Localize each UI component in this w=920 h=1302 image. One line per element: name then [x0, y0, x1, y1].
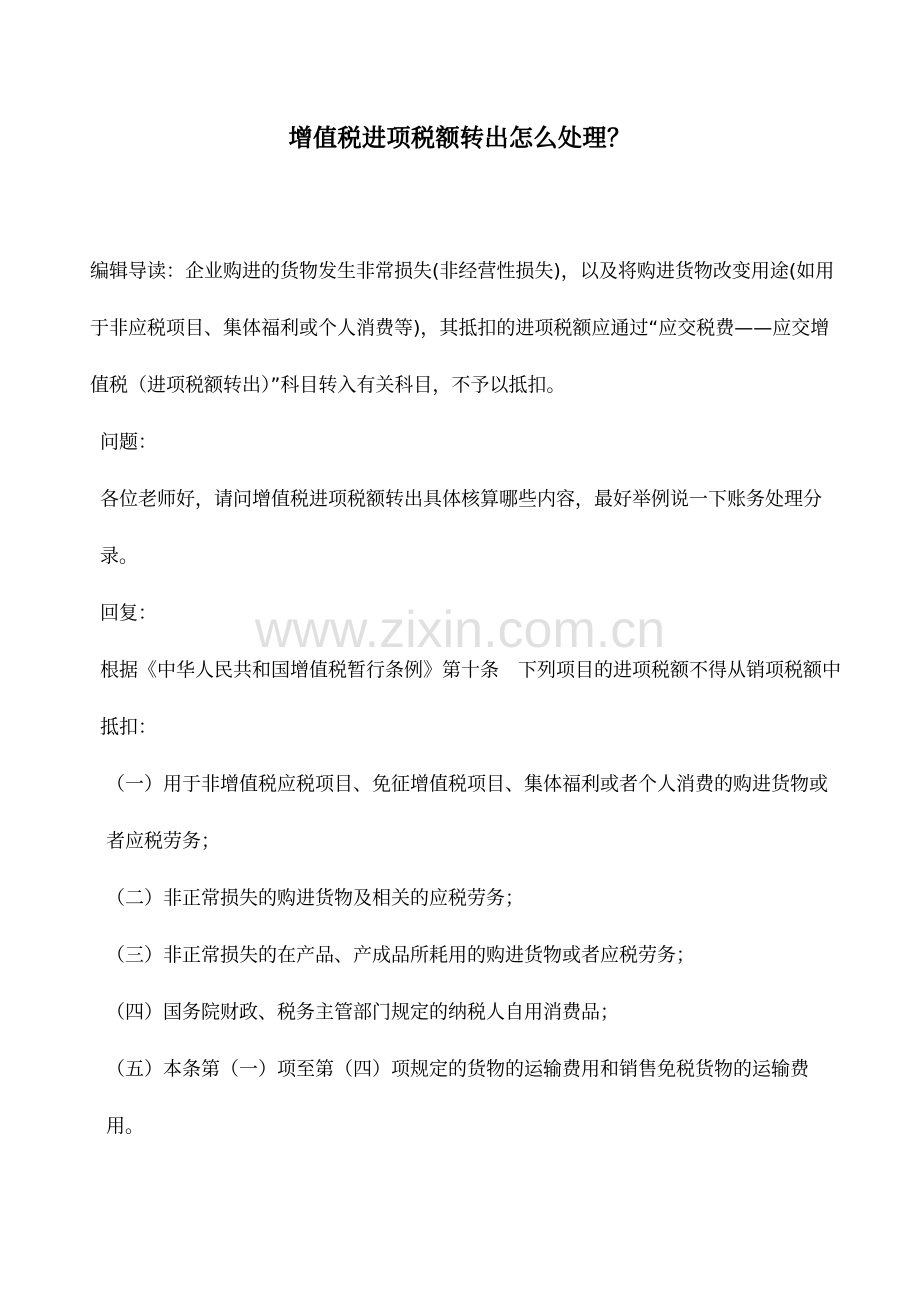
watermark: www.zixin.com.cn — [254, 601, 666, 659]
list-item: （五）本条第（一）项至第（四）项规定的货物的运输费用和销售免税货物的运输费用。 — [106, 1058, 810, 1137]
document-title: 增值税进项税额转出怎么处理？ — [288, 124, 632, 152]
reply-label: 回复： — [100, 602, 158, 624]
document-body — [80, 243, 845, 1155]
question-paragraph: 各位老师好，请问增值税进项税额转出具体核算哪些内容，最好举例说一下账务处理分录。 — [100, 488, 823, 567]
list-item: （一）用于非增值税应税项目、免征增值税项目、集体福利或者个人消费的购进货物或者应税劳务； — [106, 773, 829, 852]
intro-paragraph: 编辑导读：企业购进的货物发生非常损失(非经营性损失)，以及将购进货物改变用途(如用于非应税项目、集体福利或个人消费等)，其抵扣的进项税额应通过“应交税费——应交增值税（进项税额转出）”科目转入有关科目，不予以抵扣。 — [90, 260, 835, 396]
question-label: 问题： — [100, 431, 158, 453]
reply-intro-paragraph: 根据《中华人民共和国增值税暂行条例》第十条 下列项目的进项税额不得从销项税额中抵扣： — [100, 659, 842, 738]
list-item: （四）国务院财政、税务主管部门规定的纳税人自用消费品； — [106, 1001, 620, 1023]
list-item: （二）非正常损失的购进货物及相关的应税劳务； — [106, 887, 525, 909]
list-item: （三）非正常损失的在产品、产成品所耗用的购进货物或者应税劳务； — [106, 944, 696, 966]
